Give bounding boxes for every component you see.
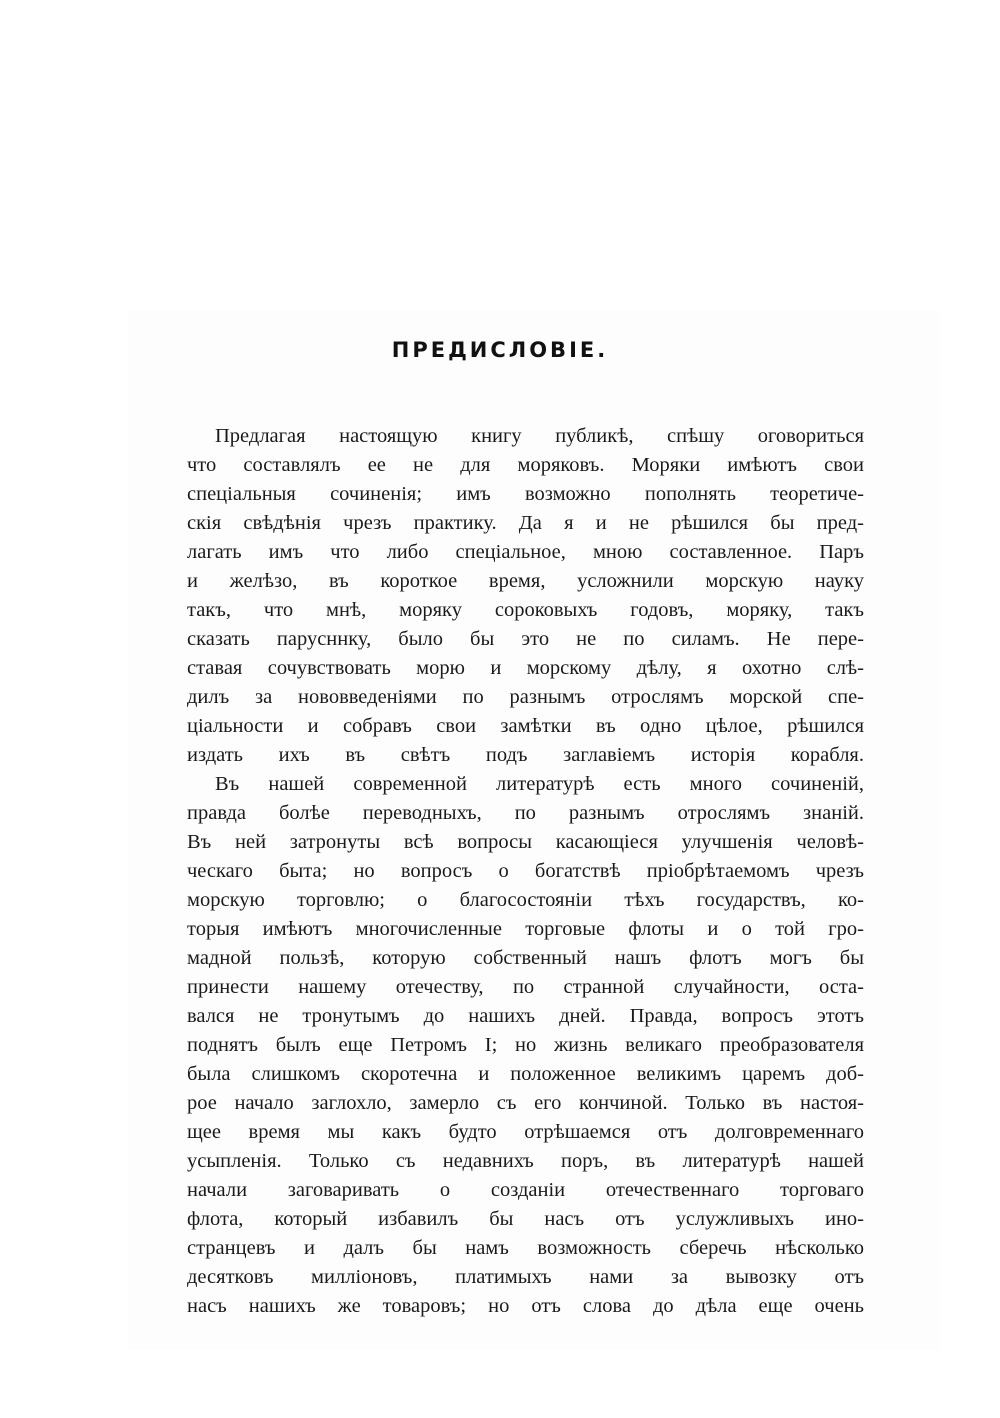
- text-line: мадной пользѣ, которую собственный нашъ флотъ могъ бы: [187, 947, 864, 969]
- text-line: рое начало заглохло, замерло съ его кончиной. Только въ настоя-: [187, 1092, 864, 1114]
- text-line: принести нашему отечеству, по странной случайности, оста-: [187, 976, 864, 998]
- text-line: флота, который избавилъ бы насъ отъ услужливыхъ ино-: [187, 1208, 864, 1230]
- text-line: странцевъ и далъ бы намъ возможность сберечь нѣсколько: [187, 1237, 864, 1259]
- text-line: сказать парусннку, было бы это не по силамъ. Не пере-: [187, 628, 864, 650]
- text-line: издать ихъ въ свѣтъ подъ заглавiемъ исторiя корабля.: [187, 744, 864, 766]
- text-line: насъ нашихъ же товаровъ; но отъ слова до дѣла еще очень: [187, 1295, 864, 1317]
- text-line: усыпленiя. Только съ недавнихъ поръ, въ литературѣ нашей: [187, 1150, 864, 1172]
- text-line: десятковъ миллiоновъ, платимыхъ нами за вывозку отъ: [187, 1266, 864, 1288]
- text-line: цiальности и собравъ свои замѣтки въ одно цѣлое, рѣшился: [187, 715, 864, 737]
- text-line: Въ нашей современной литературѣ есть много сочиненiй,: [215, 773, 864, 795]
- text-line: дилъ за нововведенiями по разнымъ отрослямъ морской спе-: [187, 686, 864, 708]
- text-line: поднятъ былъ еще Петромъ I; но жизнь великаго преобразователя: [187, 1034, 864, 1056]
- text-line: ставая сочувствовать морю и морскому дѣлу, я охотно слѣ-: [187, 657, 864, 679]
- text-line: что составлялъ ее не для моряковъ. Моряки имѣютъ свои: [187, 454, 864, 476]
- text-line: правда болѣе переводныхъ, по разнымъ отрослямъ знанiй.: [187, 802, 864, 824]
- text-line: скiя свѣдѣнiя чрезъ практику. Да я и не рѣшился бы пред-: [187, 512, 864, 534]
- text-line: щее время мы какъ будто отрѣшаемся отъ долговременнаго: [187, 1121, 864, 1143]
- text-line: морскую торговлю; о благосостоянiи тѣхъ государствъ, ко-: [187, 889, 864, 911]
- page-title: ПРЕДИСЛОВIЕ.: [391, 338, 609, 362]
- text-line: такъ, что мнѣ, моряку сороковыхъ годовъ, моряку, такъ: [187, 599, 864, 621]
- body-text: [187, 422, 864, 1321]
- text-line: Предлагая настоящую книгу публикѣ, спѣшу оговориться: [215, 425, 864, 447]
- text-line: вался не тронутымъ до нашихъ дней. Правда, вопросъ этотъ: [187, 1005, 864, 1027]
- text-line: спецiальныя сочиненiя; имъ возможно пополнять теоретиче-: [187, 483, 864, 505]
- text-line: начали заговаривать о созданiи отечественнаго торговаго: [187, 1179, 864, 1201]
- text-line: ческаго быта; но вопросъ о богатствѣ прiобрѣтаемомъ чрезъ: [187, 860, 864, 882]
- text-line: и желѣзо, въ короткое время, усложнили морскую науку: [187, 570, 864, 592]
- text-line: торыя имѣютъ многочисленные торговые флоты и о той гро-: [187, 918, 864, 940]
- text-line: была слишкомъ скоротечна и положенное великимъ царемъ доб-: [187, 1063, 864, 1085]
- text-line: Въ ней затронуты всѣ вопросы касающiеся улучшенiя человѣ-: [187, 831, 864, 853]
- text-line: лагать имъ что либо спецiальное, мною составленное. Паръ: [187, 541, 864, 563]
